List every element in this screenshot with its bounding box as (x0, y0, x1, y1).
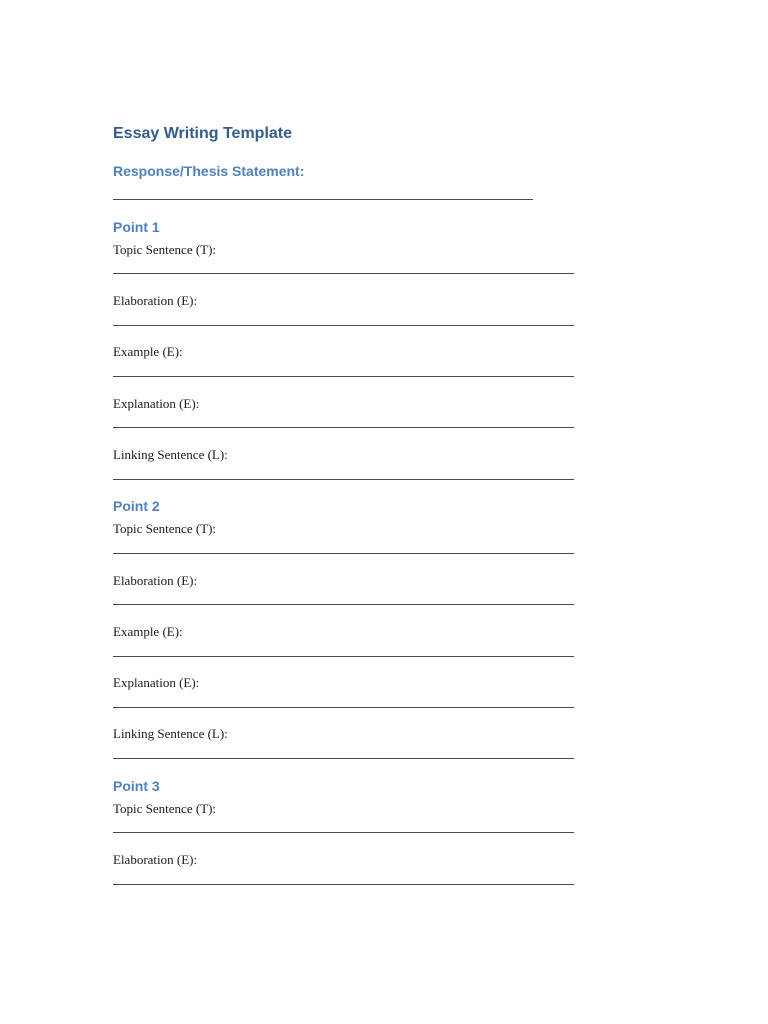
point-2-explanation-line (113, 707, 574, 708)
point-2-explanation-label: Explanation (E): (113, 675, 200, 690)
thesis-answer-line (113, 199, 533, 200)
point-3-elaboration-line (113, 884, 574, 885)
point-1-linking-sentence-label: Linking Sentence (L): (113, 447, 228, 462)
point-2-linking-sentence-line (113, 758, 574, 759)
point-2-example-line (113, 656, 574, 657)
point-1-linking-sentence-line (113, 479, 574, 480)
point-3-topic-sentence-line (113, 832, 574, 833)
point-2-topic-sentence-line (113, 553, 574, 554)
point-1-elaboration-line (113, 325, 574, 326)
point-1-heading: Point 1 (113, 219, 160, 235)
point-1-topic-sentence-label: Topic Sentence (T): (113, 242, 217, 257)
point-3-heading: Point 3 (113, 778, 160, 794)
point-2-elaboration-line (113, 604, 574, 605)
point-1-elaboration-label: Elaboration (E): (113, 293, 198, 308)
point-1-topic-sentence-line (113, 273, 574, 274)
point-3-topic-sentence-label: Topic Sentence (T): (113, 801, 217, 816)
point-2-example-label: Example (E): (113, 624, 183, 639)
document-title: Essay Writing Template (113, 125, 293, 142)
point-2-heading: Point 2 (113, 498, 160, 514)
point-1-example-line (113, 376, 574, 377)
thesis-heading: Response/Thesis Statement: (113, 163, 305, 179)
point-1-explanation-label: Explanation (E): (113, 396, 200, 411)
point-2-linking-sentence-label: Linking Sentence (L): (113, 726, 228, 741)
point-2-topic-sentence-label: Topic Sentence (T): (113, 521, 217, 536)
point-2-elaboration-label: Elaboration (E): (113, 573, 198, 588)
point-1-explanation-line (113, 427, 574, 428)
point-3-elaboration-label: Elaboration (E): (113, 852, 198, 867)
point-1-example-label: Example (E): (113, 344, 183, 359)
